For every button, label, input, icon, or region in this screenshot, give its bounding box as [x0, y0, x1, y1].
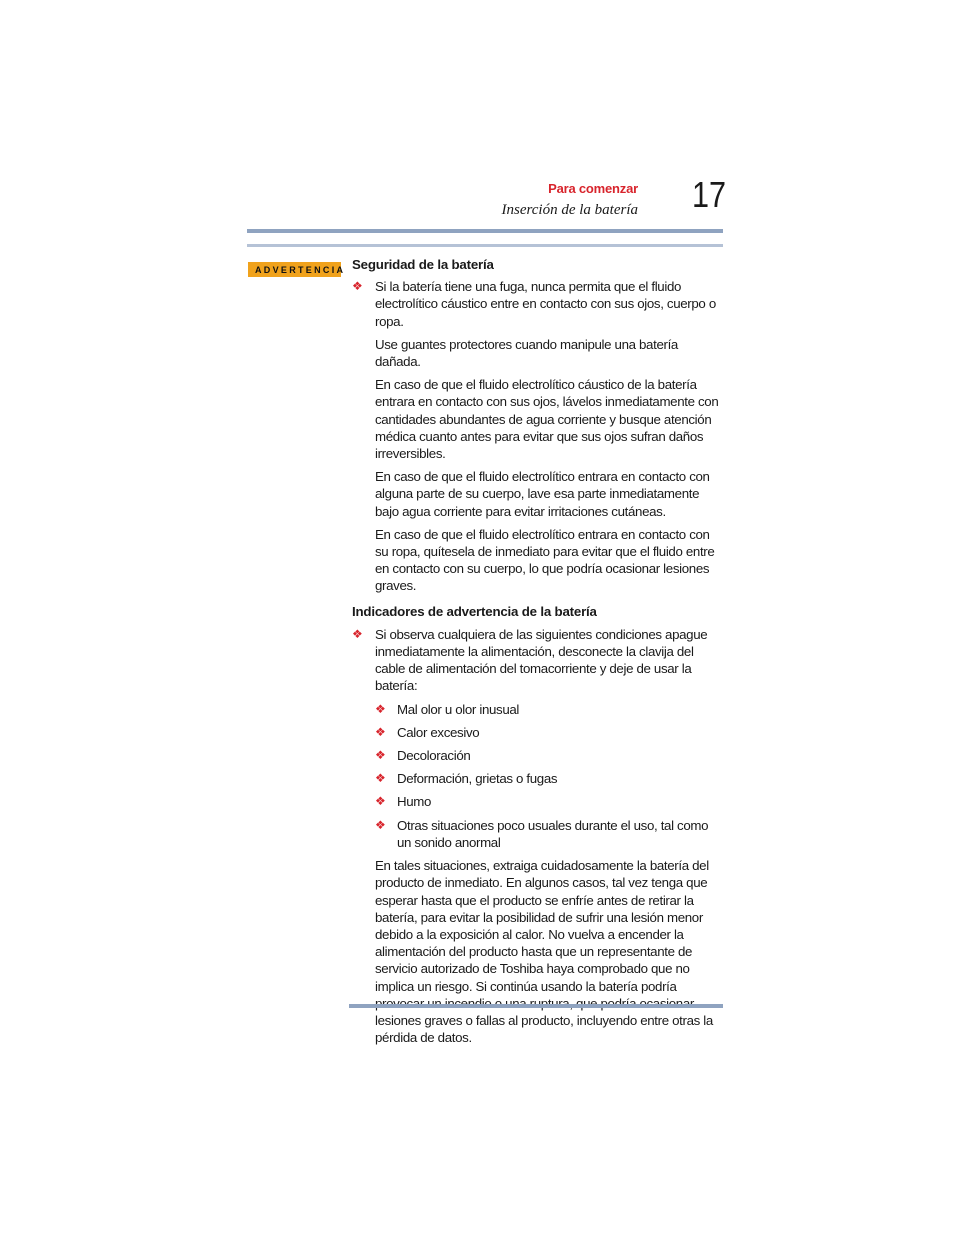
safety-bullet-text: Si la batería tiene una fuga, nunca permita que el fluido electrolítico cáustico entre en contacto con sus ojos, cuerpo o ropa.: [375, 279, 716, 329]
safety-paragraph: En caso de que el fluido electrolítico cáustico de la batería entrara en contacto con sus ojos, lávelos inmediatamente con cantidades abundantes de agua corriente y busque atención médica cuanto antes para evitar que sus ojos sufran daños irreversibles.: [375, 377, 719, 462]
condition-item: [352, 817, 724, 851]
bullet-icon: ❖: [375, 724, 386, 739]
condition-text: Calor excesivo: [397, 724, 480, 740]
page-number: 17: [692, 174, 727, 215]
condition-item: [352, 770, 724, 787]
safety-heading: Seguridad de la batería: [352, 257, 494, 272]
condition-item: [352, 793, 724, 810]
safety-paragraph: En caso de que el fluido electrolítico entrara en contacto con alguna parte de su cuerpo, lave esa parte inmediatamente bajo agua corriente para evitar irritaciones cutáneas.: [375, 469, 710, 519]
warning-badge: [248, 262, 346, 277]
running-header-subsection: Inserción de la batería: [501, 202, 638, 218]
condition-item: [352, 724, 724, 741]
bullet-icon: ❖: [352, 279, 363, 294]
condition-item: [352, 701, 724, 718]
condition-text: Mal olor u olor inusual: [397, 701, 520, 717]
safety-paragraph: En caso de que el fluido electrolítico entrara en contacto con su ropa, quítesela de inmediato para evitar que el fluido entre en contacto con su cuerpo, lo que podría ocasionar lesiones graves.: [375, 526, 715, 594]
running-header-section: Para comenzar: [548, 181, 638, 196]
indicators-heading: Indicadores de advertencia de la batería: [352, 603, 597, 619]
condition-text: Decoloración: [397, 748, 471, 764]
indicators-bullet: [352, 626, 724, 695]
bullet-icon: ❖: [375, 794, 386, 809]
closing-paragraph: En tales situaciones, extraiga cuidadosamente la batería del producto de inmediato. En algunos casos, tal vez tenga que esperar hasta que el producto se enfríe antes de retirar la batería, para evitar la posibilidad de sufrir una lesión menor debido a la exposición al calor. No vuelva a encender la alimentación del producto hasta que un representante de servicio autorizado de Toshiba haya comprobado que no implica un riesgo. Si continúa usando la batería podría lesiones graves o fallas al producto, incluyendo entre otras la pérdida de datos.: [375, 858, 713, 1046]
safety-paragraph: Use guantes protectores cuando manipule una batería dañada.: [375, 336, 678, 370]
header-rule: [247, 229, 723, 233]
bullet-icon: ❖: [375, 748, 386, 763]
bullet-icon: ❖: [375, 701, 386, 716]
main-content: [352, 256, 724, 1052]
condition-text: Deformación, grietas o fugas: [397, 771, 558, 787]
indicators-bullet-text: Si observa cualquiera de las siguientes condiciones apague inmediatamente la alimentación, desconecte la clavija del cable de alimentación del tomacorriente y deje de usar la batería:: [375, 626, 708, 694]
bullet-icon: ❖: [375, 771, 386, 786]
condition-text: Humo: [397, 794, 432, 810]
header-rule-secondary: [247, 244, 723, 247]
footer-rule: [349, 1004, 723, 1008]
bullet-icon: ❖: [375, 817, 386, 832]
condition-item: [352, 747, 724, 764]
warning-label: ADVERTENCIA: [255, 264, 346, 275]
condition-text: Otras situaciones poco usuales durante el uso, tal como un sonido anormal: [397, 817, 709, 850]
safety-bullet: [352, 278, 724, 330]
bullet-icon: ❖: [352, 626, 363, 641]
